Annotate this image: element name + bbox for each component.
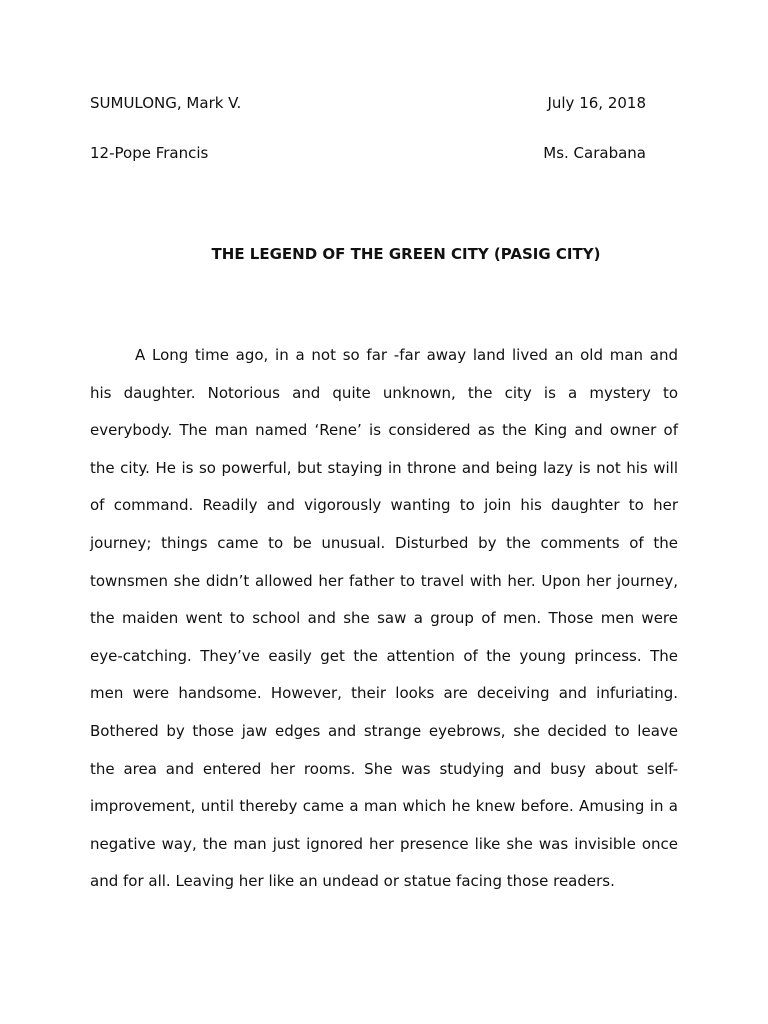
paragraph-line: the maiden went to school and she saw a group of men. Those men were [90, 609, 678, 628]
body-paragraph [90, 344, 678, 908]
paragraph-line: townsmen she didn’t allowed her father to travel with her. Upon her journey, [90, 571, 678, 590]
document-date: July 16, 2018 [547, 94, 646, 112]
paragraph-line: Bothered by those jaw edges and strange eyebrows, she decided to leave [90, 721, 678, 740]
paragraph-line: improvement, until thereby came a man which he knew before. Amusing in a [90, 797, 678, 816]
paragraph-line: his daughter. Notorious and quite unknown, the city is a mystery to [90, 383, 678, 402]
paragraph-line: everybody. The man named ‘Rene’ is considered as the King and owner of [90, 421, 678, 440]
paragraph-line: negative way, the man just ignored her presence like she was invisible once [90, 834, 678, 853]
paragraph-line: men were handsome. However, their looks are deceiving and infuriating. [90, 684, 678, 703]
paragraph-line: of command. Readily and vigorously wanting to join his daughter to her [90, 496, 678, 515]
student-section: 12-Pope Francis [90, 144, 209, 162]
paragraph-line: eye-catching. They’ve easily get the attention of the young princess. The [90, 646, 678, 665]
student-name: SUMULONG, Mark V. [90, 94, 242, 112]
teacher-name: Ms. Carabana [543, 144, 646, 162]
paragraph-line: journey; things came to be unusual. Disturbed by the comments of the [90, 533, 678, 552]
paragraph-line: the city. He is so powerful, but staying in throne and being lazy is not his will [90, 458, 678, 477]
paragraph-line: the area and entered her rooms. She was studying and busy about self- [90, 759, 678, 778]
header-row-section-teacher [90, 142, 646, 164]
document-title: THE LEGEND OF THE GREEN CITY (PASIG CITY) [211, 245, 601, 263]
paragraph-line: and for all. Leaving her like an undead or statue facing those readers. [90, 872, 615, 891]
paragraph-line: A Long time ago, in a not so far -far away land lived an old man and [135, 346, 678, 364]
header-row-name-date [90, 92, 646, 114]
